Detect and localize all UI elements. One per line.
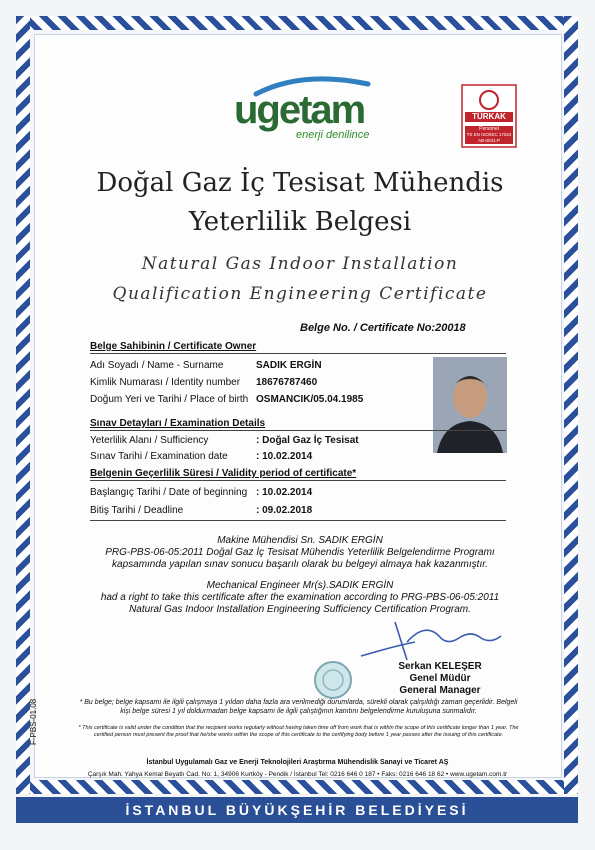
sufficiency-value: : Doğal Gaz İç Tesisat bbox=[256, 435, 359, 446]
deadline-label: Bitiş Tarihi / Deadline bbox=[90, 505, 184, 516]
border-right bbox=[564, 16, 578, 794]
divider bbox=[90, 480, 506, 481]
turkak-line1: Personel bbox=[479, 126, 499, 132]
owner-header: Belge Sahibinin / Certificate Owner bbox=[90, 341, 257, 352]
certificate-number: Belge No. / Certificate No:20018 bbox=[300, 322, 466, 334]
birth-label: Doğum Yeri ve Tarihi / Place of birth bbox=[90, 394, 249, 405]
title-tr-line1: Doğal Gaz İç Tesisat Mühendis bbox=[96, 168, 504, 198]
border-top bbox=[16, 16, 578, 30]
statement-tr-line1: Makine Mühendisi Sn. SADIK ERGİN bbox=[217, 535, 383, 546]
sufficiency-label: Yeterlilik Alanı / Sufficiency bbox=[90, 435, 209, 446]
divider bbox=[90, 353, 506, 354]
id-value: 18676787460 bbox=[256, 377, 318, 388]
birth-value: OSMANCIK/05.04.1985 bbox=[256, 394, 364, 405]
owner-photo bbox=[433, 357, 507, 453]
divider bbox=[90, 430, 506, 431]
turkak-line3: AB-0031-P bbox=[477, 138, 500, 143]
municipality-band bbox=[16, 797, 578, 823]
municipality-name: İSTANBUL BÜYÜKŞEHİR BELEDİYESİ bbox=[125, 802, 469, 818]
exam-date-label: Sınav Tarihi / Examination date bbox=[90, 451, 228, 462]
title-en-line2: Qualification Engineering Certificate bbox=[112, 284, 488, 304]
signatory-name: Serkan KELEŞER bbox=[398, 661, 482, 672]
exam-date-value: : 10.02.2014 bbox=[256, 451, 313, 462]
footer-company: İstanbul Uygulamalı Gaz ve Enerji Teknolojileri Araştırma Mühendislik Sanayi ve Ticaret AŞ bbox=[146, 759, 449, 766]
signatory-title-en: General Manager bbox=[399, 685, 481, 696]
person-photo-icon bbox=[433, 357, 507, 453]
statement-en-line3: Natural Gas Indoor Installation Engineering Sufficiency Certification Program. bbox=[129, 604, 471, 615]
name-label: Adı Soyadı / Name - Surname bbox=[90, 360, 224, 371]
note-tr: * Bu belge; belge kapsamı ile ilgili çalışmaya 1 yıldan daha fazla ara verilmediği durumlarda, sürekli olarak çalışıldığı zaman geçerlidir. Belgeli kişi belge süresi 1 yıl doldurmadan belge kapsamı ile ilgili çalıştığının kanıtını belgelendirme kuruluşuna sunmalıdır. bbox=[79, 699, 518, 715]
note-en: * This certificate is valid under the condition that the recipient works regularly without having taken time off from work that is within the scope of this certificate longer than 1 year. The certified person must present the proof that he/she works within the scope of this certificate to the certifying body before 1 year passes after the issuing of this certificate. bbox=[78, 725, 519, 738]
signatory-title-tr: Genel Müdür bbox=[409, 673, 471, 684]
turkak-name: TÜRKAK bbox=[472, 112, 506, 121]
turkak-accreditation-mark bbox=[461, 84, 517, 148]
divider bbox=[90, 520, 506, 521]
statement-tr-line2: PRG-PBS-06-05:2011 Doğal Gaz İç Tesisat Mühendis Yeterlilik Belgelendirme Programı bbox=[105, 547, 495, 558]
validity-header: Belgenin Geçerlilik Süresi / Validity period of certificate* bbox=[90, 468, 357, 479]
footer-address: Çarşık Mah. Yahya Kemal Beyatlı Cad. No: 1, 34906 Kurtköy - Pendik / İstanbul Tel: 0216 646 0 187 • Faks: 0216 646 18 62 • www.ugetam.com.tr bbox=[87, 771, 508, 778]
form-code: F-PBS-01.08 bbox=[29, 698, 38, 745]
border-bottom bbox=[16, 780, 578, 794]
signature-scribble bbox=[355, 616, 505, 666]
begin-date-value: : 10.02.2014 bbox=[256, 487, 313, 498]
brand-tagline: enerji denilince bbox=[296, 129, 370, 141]
deadline-value: : 09.02.2018 bbox=[256, 505, 313, 516]
border-left bbox=[16, 16, 30, 794]
turkak-line2: TS EN ISO/IEC 17024 bbox=[466, 132, 512, 137]
statement-en-line1: Mechanical Engineer Mr(s).SADIK ERGİN bbox=[206, 580, 394, 591]
id-label: Kimlik Numarası / Identity number bbox=[90, 377, 241, 388]
name-value: SADIK ERGİN bbox=[256, 360, 322, 371]
exam-header: Sınav Detayları / Examination Details bbox=[90, 418, 266, 429]
hologram-seal-icon bbox=[313, 660, 353, 700]
title-tr-line2: Yeterlilik Belgesi bbox=[188, 207, 412, 237]
title-en-line1: Natural Gas Indoor Installation bbox=[141, 254, 459, 274]
begin-date-label: Başlangıç Tarihi / Date of beginning bbox=[90, 487, 248, 498]
statement-en-line2: had a right to take this certificate after the examination according to PRG-PBS-06-05:2011 bbox=[100, 592, 500, 603]
brand-logo: ugetam bbox=[234, 88, 365, 132]
statement-tr-line3: kapsamında yapılan sınav sonucu başarılı olarak bu belgeyi almaya hak kazanmıştır. bbox=[112, 559, 488, 570]
